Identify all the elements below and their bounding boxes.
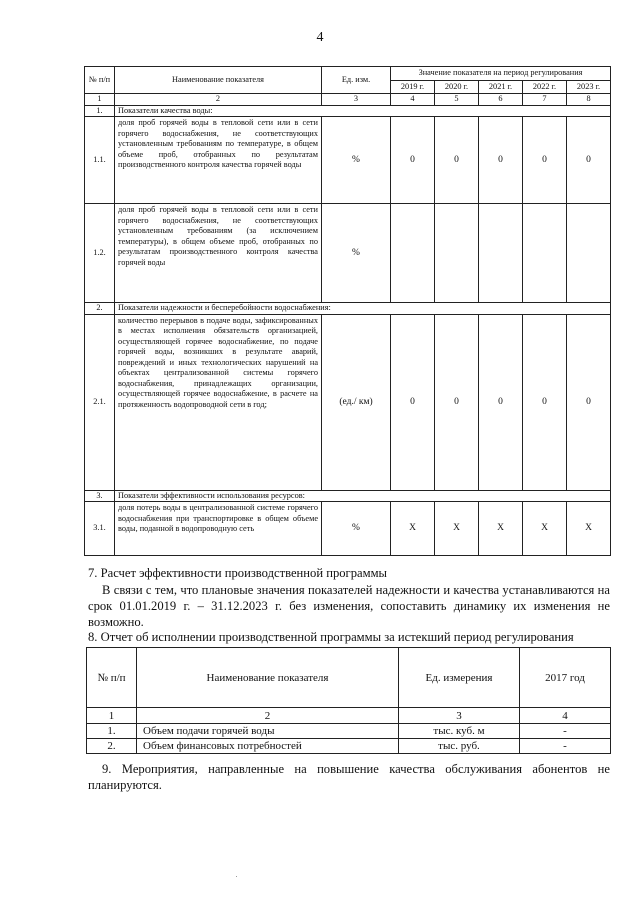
- header-unit: Ед. изм.: [322, 67, 391, 94]
- row-value: Х: [479, 502, 523, 556]
- section-num: 2.: [85, 303, 115, 315]
- report-row-num: 1.: [87, 724, 137, 739]
- row-value: [479, 204, 523, 303]
- row-value: Х: [391, 502, 435, 556]
- table-row: [85, 502, 611, 556]
- index-cell: 7: [523, 94, 567, 106]
- table-row: [87, 724, 611, 739]
- row-unit: %: [322, 117, 391, 204]
- report-header-num: № п/п: [87, 648, 137, 708]
- row-value: [567, 204, 611, 303]
- row-description: количество перерывов в подаче воды, зафиксированных в местах исполнения обязательств организацией, осуществляющей горячее водоснабжение, по подаче горячей воды, возникших в результате аварий, повреждений и иных технологических нарушений на объектах централизованной системы горячего водоснабжения, принадлежащих организации, осуществляющей горячее водоснабжение, в расчете на протяженность водопроводной сети в год;: [115, 314, 322, 490]
- row-value: 0: [435, 117, 479, 204]
- row-unit: %: [322, 502, 391, 556]
- index-cell: 2: [137, 708, 399, 724]
- table-index-row: [85, 94, 611, 106]
- section-7-text-content: В связи с тем, что плановые значения показателей надежности и качества устанавливаются на срок 01.01.2019 г. – 31.12.2023 г. без изменения, сопоставить динамику их изменения не возможно.: [88, 583, 610, 629]
- row-unit: %: [322, 204, 391, 303]
- row-value: 0: [391, 314, 435, 490]
- index-cell: 8: [567, 94, 611, 106]
- report-index-row: [87, 708, 611, 724]
- row-value: 0: [391, 117, 435, 204]
- report-header-unit: Ед. измерения: [399, 648, 520, 708]
- report-table: [86, 647, 611, 754]
- index-cell: 5: [435, 94, 479, 106]
- row-value: 0: [479, 314, 523, 490]
- page-number: 4: [316, 30, 324, 45]
- section-8-heading: 8. Отчет об исполнении производственной программы за истекший период регулирования: [88, 630, 574, 644]
- table-row: [87, 739, 611, 754]
- report-row-name: Объем финансовых потребностей: [137, 739, 399, 754]
- table-header-row: [85, 67, 611, 81]
- index-cell: 3: [322, 94, 391, 106]
- table-row: [85, 204, 611, 303]
- scan-speck: [236, 876, 237, 877]
- table-row: [85, 314, 611, 490]
- header-name: Наименование показателя: [115, 67, 322, 94]
- index-cell: 1: [85, 94, 115, 106]
- report-row-name: Объем подачи горячей воды: [137, 724, 399, 739]
- section-row: [85, 303, 611, 315]
- row-value: Х: [523, 502, 567, 556]
- report-row-unit: тыс. руб.: [399, 739, 520, 754]
- header-year: 2022 г.: [523, 80, 567, 94]
- row-value: [523, 204, 567, 303]
- row-value: Х: [435, 502, 479, 556]
- row-value: [391, 204, 435, 303]
- table-row: [85, 117, 611, 204]
- row-description: доля проб горячей воды в тепловой сети или в сети горячего водоснабжения, не соответствующих установленным требованиям (за исключением температуры), в общем объеме проб, отобранных по результатам производственного контроля качества горячей воды: [115, 204, 322, 303]
- section-7-heading: 7. Расчет эффективности производственной программы: [88, 566, 387, 580]
- row-value: 0: [523, 117, 567, 204]
- row-num: 3.1.: [85, 502, 115, 556]
- report-header-row: [87, 648, 611, 708]
- header-num: № п/п: [85, 67, 115, 94]
- report-header-year: 2017 год: [520, 648, 611, 708]
- section-num: 1.: [85, 105, 115, 117]
- row-description: доля потерь воды в централизованной системе горячего водоснабжения при транспортировке в общем объеме воды, поданной в водопроводную сеть: [115, 502, 322, 556]
- row-value: 0: [567, 117, 611, 204]
- row-value: 0: [523, 314, 567, 490]
- index-cell: 4: [391, 94, 435, 106]
- header-year: 2021 г.: [479, 80, 523, 94]
- index-cell: 3: [399, 708, 520, 724]
- report-header-name: Наименование показателя: [137, 648, 399, 708]
- header-year: 2019 г.: [391, 80, 435, 94]
- section-row: [85, 105, 611, 117]
- section-row: [85, 490, 611, 502]
- section-7-text: [88, 582, 610, 630]
- header-year: 2020 г.: [435, 80, 479, 94]
- row-num: 1.2.: [85, 204, 115, 303]
- section-title: Показатели качества воды:: [115, 105, 611, 117]
- report-row-value: -: [520, 739, 611, 754]
- row-value: 0: [435, 314, 479, 490]
- indicators-table: [84, 66, 611, 556]
- row-unit: (ед./ км): [322, 314, 391, 490]
- header-values-group: Значение показателя на период регулирования: [391, 67, 611, 81]
- row-value: 0: [567, 314, 611, 490]
- report-row-num: 2.: [87, 739, 137, 754]
- section-title: Показатели эффективности использования ресурсов:: [115, 490, 611, 502]
- header-year: 2023 г.: [567, 80, 611, 94]
- report-row-value: -: [520, 724, 611, 739]
- row-num: 2.1.: [85, 314, 115, 490]
- row-description: доля проб горячей воды в тепловой сети или в сети горячего водоснабжения, не соответствующих установленным требованиям по температуре, в общем объеме проб, отобранных по результатам производственного контроля качества горячей воды: [115, 117, 322, 204]
- row-value: [435, 204, 479, 303]
- section-9-text-content: 9. Мероприятия, направленные на повышение качества обслуживания абонентов не планируются.: [88, 762, 610, 792]
- section-num: 3.: [85, 490, 115, 502]
- report-row-unit: тыс. куб. м: [399, 724, 520, 739]
- index-cell: 6: [479, 94, 523, 106]
- index-cell: 1: [87, 708, 137, 724]
- row-value: 0: [479, 117, 523, 204]
- row-value: Х: [567, 502, 611, 556]
- index-cell: 4: [520, 708, 611, 724]
- index-cell: 2: [115, 94, 322, 106]
- row-num: 1.1.: [85, 117, 115, 204]
- section-title: Показатели надежности и бесперебойности водоснабжения:: [115, 303, 611, 315]
- section-9-text: [88, 761, 610, 793]
